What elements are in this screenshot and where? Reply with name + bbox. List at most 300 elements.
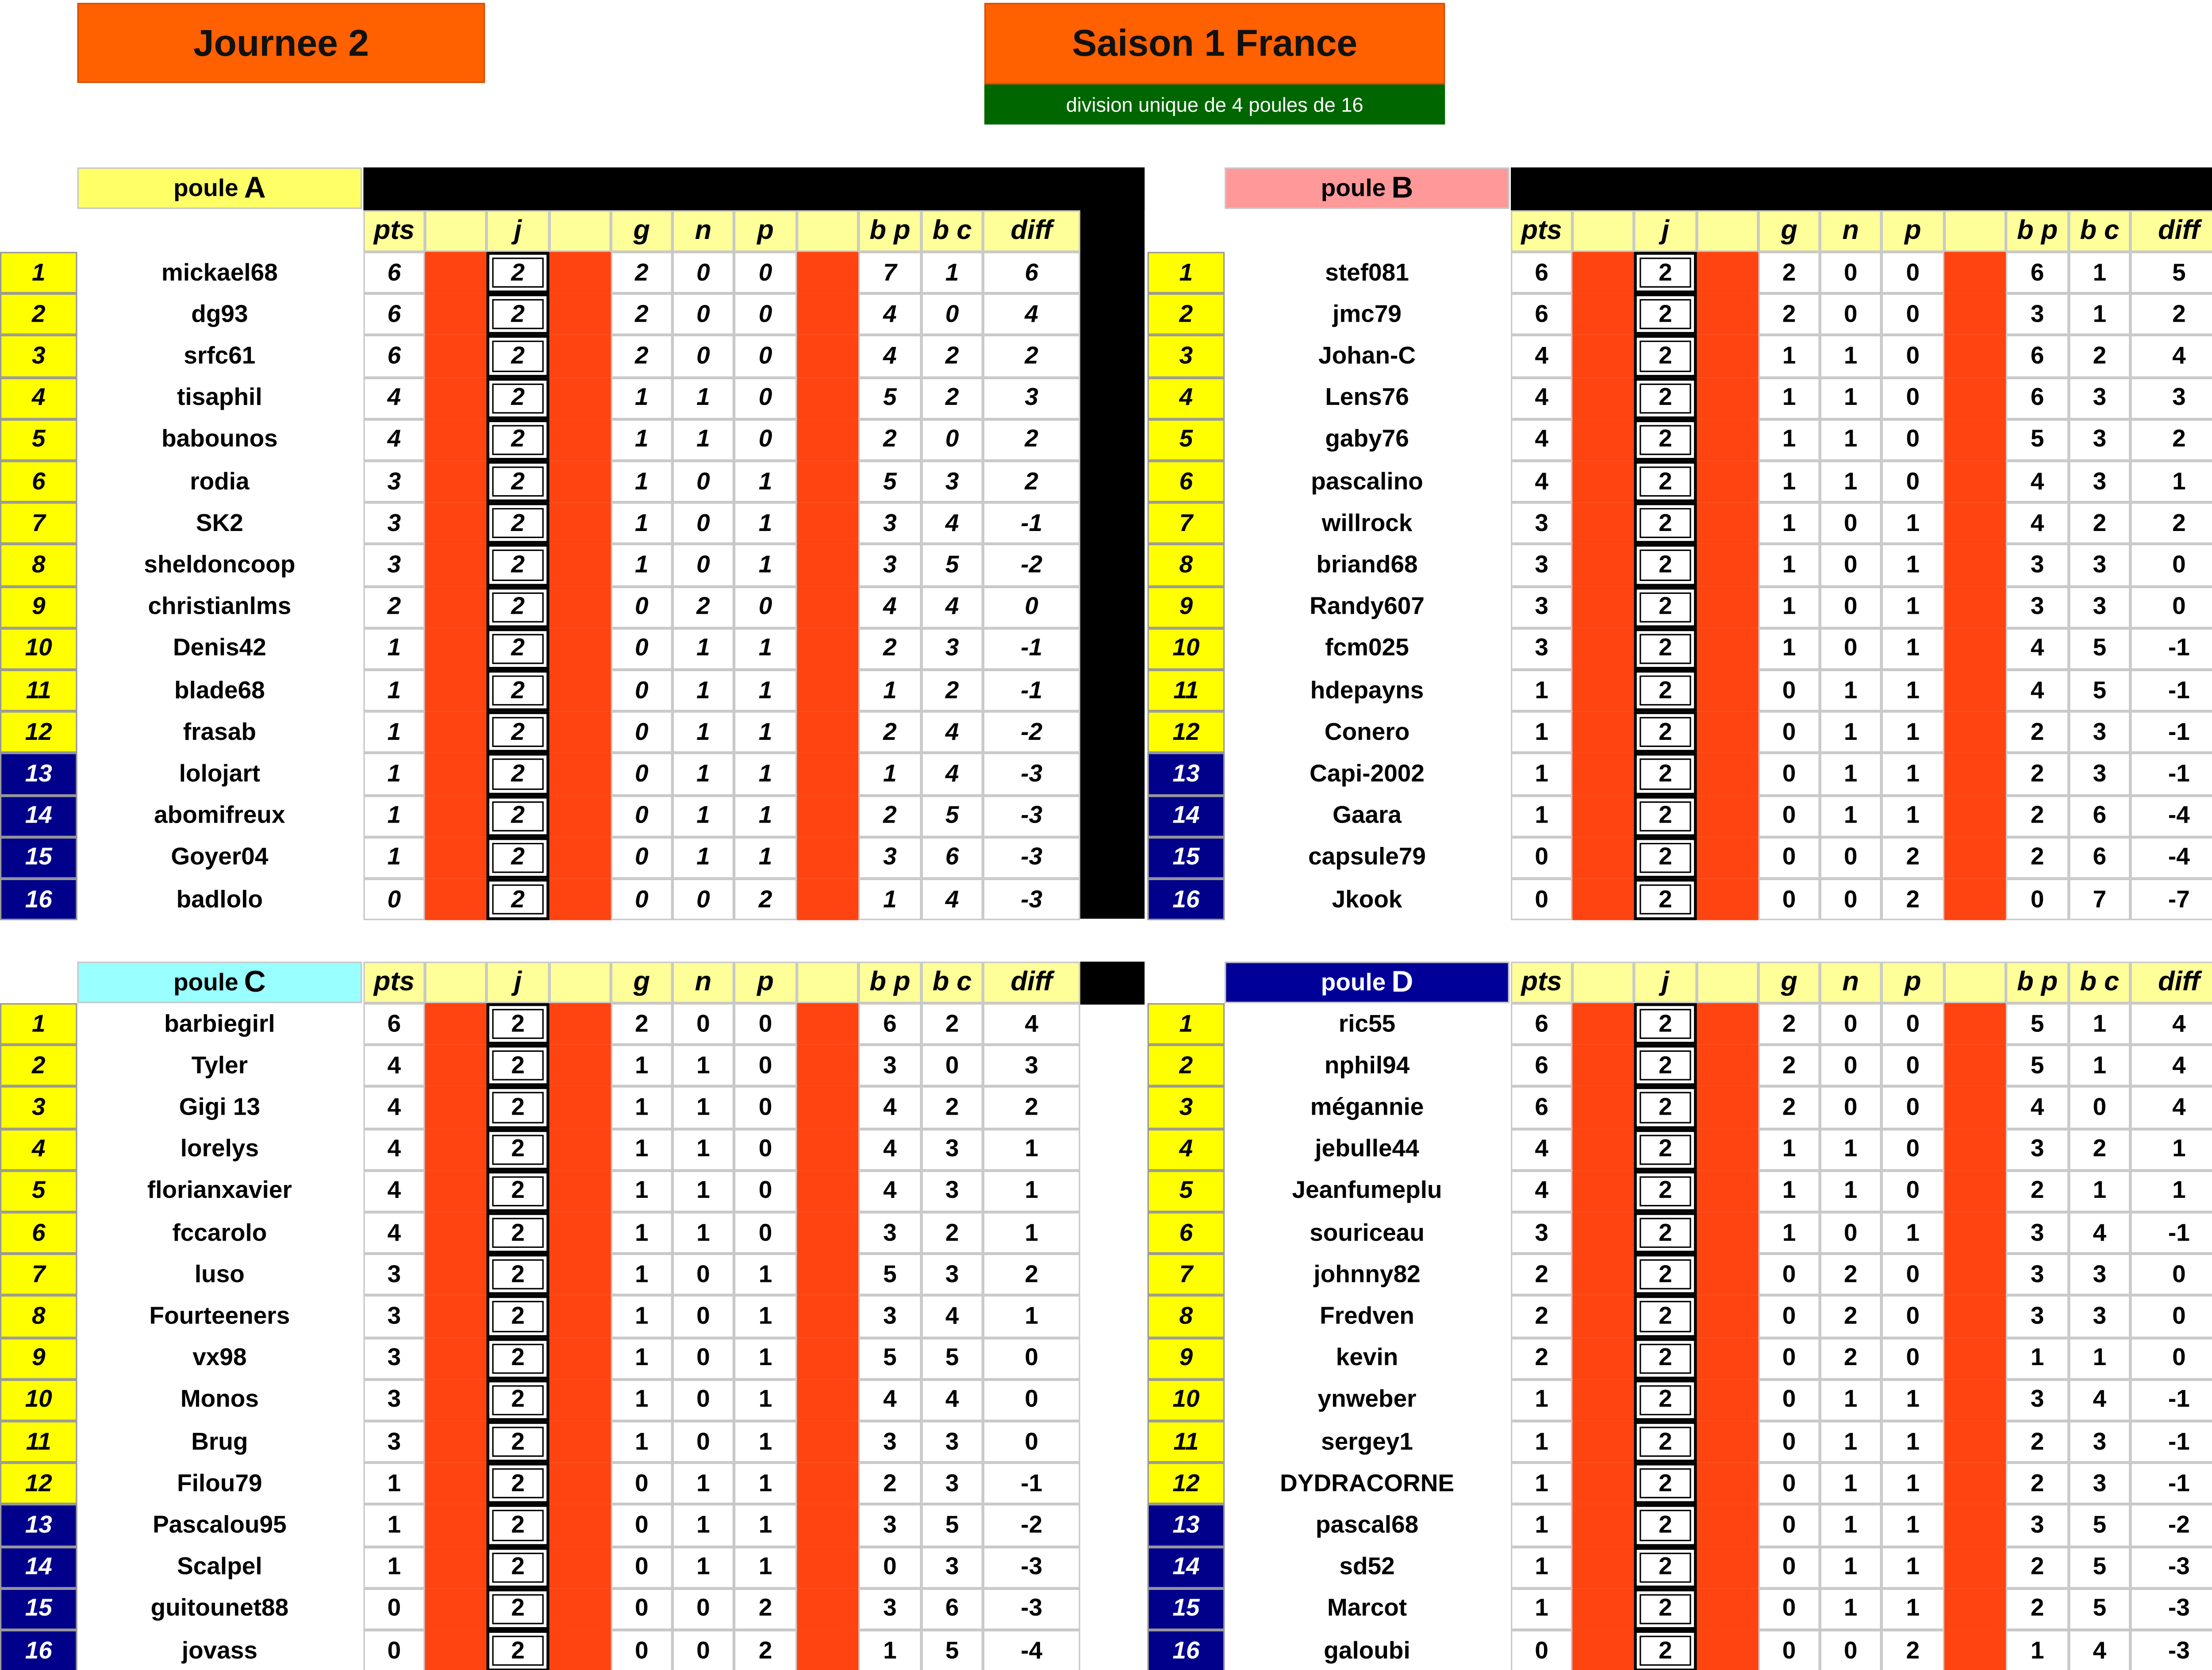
diff-cell: -3 (2130, 1588, 2212, 1630)
rank-cell: 9 (0, 586, 77, 628)
n-cell: 0 (672, 1254, 734, 1296)
p-cell: 0 (1882, 252, 1944, 293)
p-cell: 0 (734, 377, 797, 419)
p-cell: 1 (1882, 753, 1944, 795)
player-name: mégannie (1310, 1093, 1424, 1121)
pts-cell: 3 (1511, 503, 1572, 544)
bc-cell: 3 (2069, 753, 2130, 795)
orange-spacer (1944, 712, 2006, 753)
orange-spacer (1944, 335, 2006, 377)
j-cell: 2 (1634, 1505, 1697, 1546)
bc-cell: 4 (2069, 1630, 2130, 1670)
p-cell: 2 (1882, 837, 1944, 878)
pts-cell: 1 (363, 1463, 425, 1505)
diff-cell: -1 (2130, 1379, 2212, 1421)
orange-spacer (549, 1087, 611, 1128)
g-cell: 0 (611, 1547, 672, 1588)
j-cell: 2 (1634, 1254, 1697, 1296)
bp-cell: 3 (2006, 1505, 2069, 1546)
orange-spacer (1944, 670, 2006, 712)
diff-cell: 3 (2130, 377, 2212, 419)
p-cell: 0 (1882, 1003, 1944, 1045)
p-cell: 1 (1882, 1547, 1944, 1588)
n-cell: 1 (1820, 712, 1882, 753)
g-cell: 0 (611, 1630, 672, 1670)
bc-cell: 3 (2069, 712, 2130, 753)
orange-spacer (425, 377, 486, 419)
orange-spacer (1944, 1630, 2006, 1670)
orange-spacer (797, 1337, 858, 1379)
orange-spacer (1697, 1045, 1759, 1086)
g-cell: 1 (611, 1254, 672, 1296)
g-cell: 1 (1759, 1128, 1820, 1170)
n-cell: 0 (1820, 503, 1882, 544)
diff-cell: -2 (983, 544, 1080, 586)
diff-cell: 4 (2130, 335, 2212, 377)
orange-spacer (797, 461, 858, 502)
g-cell: 1 (1759, 461, 1820, 502)
j-cell: 2 (1634, 712, 1697, 753)
orange-spacer (1697, 503, 1759, 544)
orange-spacer (1572, 1045, 1634, 1086)
g-cell: 1 (1759, 1170, 1820, 1212)
black-separator (1080, 167, 1145, 919)
bp-cell: 1 (2006, 1337, 2069, 1379)
bc-cell: 3 (922, 1170, 983, 1212)
pts-cell: 0 (1511, 837, 1572, 878)
orange-spacer (549, 252, 611, 293)
j-cell: 2 (487, 712, 549, 753)
column-header-pts: pts (1511, 210, 1572, 252)
n-cell: 0 (1820, 544, 1882, 586)
bp-cell: 6 (2006, 335, 2069, 377)
orange-spacer (549, 335, 611, 377)
bc-cell: 4 (2069, 1212, 2130, 1254)
j-cell: 2 (1634, 1588, 1697, 1630)
orange-spacer (549, 837, 611, 878)
orange-spacer (1697, 1588, 1759, 1630)
bp-cell: 5 (858, 377, 921, 419)
orange-spacer (1697, 1379, 1759, 1421)
diff-cell: -2 (983, 712, 1080, 753)
pts-cell: 0 (363, 1630, 425, 1670)
orange-spacer (1944, 377, 2006, 419)
orange-spacer (1572, 879, 1634, 920)
black-header-bar (363, 167, 1144, 210)
poule-word: poule (1321, 968, 1386, 996)
orange-spacer (549, 1630, 611, 1670)
column-header-j: j (487, 210, 549, 252)
player-name: johnny82 (1313, 1260, 1421, 1288)
orange-spacer (425, 879, 486, 920)
orange-spacer (797, 1379, 858, 1421)
bc-cell: 3 (2069, 1463, 2130, 1505)
column-header-g: g (611, 210, 672, 252)
diff-cell: 2 (983, 461, 1080, 502)
player-name: Lens76 (1325, 384, 1409, 411)
g-cell: 1 (611, 1337, 672, 1379)
pts-cell: 1 (1511, 753, 1572, 795)
orange-spacer (1572, 1379, 1634, 1421)
bc-cell: 6 (2069, 795, 2130, 837)
player-name: florianxavier (147, 1177, 292, 1204)
bc-cell: 2 (2069, 1128, 2130, 1170)
orange-spacer (1572, 294, 1634, 335)
g-cell: 0 (1759, 837, 1820, 878)
p-cell: 0 (734, 1128, 797, 1170)
player-name: Marcot (1327, 1594, 1407, 1622)
bp-cell: 5 (858, 461, 921, 502)
diff-cell: 2 (983, 335, 1080, 377)
bp-cell: 5 (2006, 419, 2069, 461)
column-header-n: n (1820, 962, 1882, 1003)
diff-cell: 0 (2130, 1296, 2212, 1337)
diff-cell: 6 (983, 252, 1080, 293)
bp-cell: 6 (2006, 377, 2069, 419)
orange-spacer (549, 586, 611, 628)
pts-cell: 1 (363, 753, 425, 795)
rank-cell: 2 (1148, 1045, 1225, 1086)
n-cell: 1 (672, 1128, 734, 1170)
n-cell: 1 (672, 1087, 734, 1128)
rank-cell: 7 (1148, 503, 1225, 544)
j-cell: 2 (487, 461, 549, 502)
column-header-g: g (1759, 210, 1820, 252)
orange-spacer (1572, 1212, 1634, 1254)
column-header-spacer (549, 962, 611, 1003)
j-cell: 2 (487, 1128, 549, 1170)
p-cell: 2 (734, 1630, 797, 1670)
orange-spacer (1697, 1505, 1759, 1546)
orange-spacer (1697, 712, 1759, 753)
diff-cell: -3 (983, 795, 1080, 837)
player-name: Fredven (1320, 1302, 1415, 1330)
n-cell: 1 (1820, 795, 1882, 837)
diff-cell: 0 (983, 1421, 1080, 1462)
orange-spacer (549, 1212, 611, 1254)
j-cell: 2 (1634, 419, 1697, 461)
orange-spacer (1944, 544, 2006, 586)
bp-cell: 4 (858, 1087, 921, 1128)
n-cell: 1 (672, 419, 734, 461)
p-cell: 0 (1882, 377, 1944, 419)
player-name: Filou79 (177, 1469, 262, 1497)
orange-spacer (797, 1505, 858, 1546)
diff-cell: -1 (983, 670, 1080, 712)
rank-cell: 15 (1148, 837, 1225, 878)
bc-cell: 5 (922, 1630, 983, 1670)
p-cell: 1 (1882, 503, 1944, 544)
rank-cell: 3 (1148, 335, 1225, 377)
pts-cell: 1 (1511, 1421, 1572, 1462)
diff-cell: -3 (983, 753, 1080, 795)
rank-cell: 7 (0, 1254, 77, 1296)
poule-d-label (1225, 962, 1509, 1003)
orange-spacer (797, 837, 858, 878)
column-header-g: g (1759, 962, 1820, 1003)
pts-cell: 6 (1511, 294, 1572, 335)
orange-spacer (797, 252, 858, 293)
bp-cell: 3 (858, 1045, 921, 1086)
orange-spacer (797, 1421, 858, 1462)
column-header-spacer (1572, 962, 1634, 1003)
diff-cell: -4 (2130, 837, 2212, 878)
orange-spacer (797, 335, 858, 377)
rank-cell: 11 (0, 670, 77, 712)
rank-cell: 4 (0, 377, 77, 419)
orange-spacer (549, 1254, 611, 1296)
player-name: Monos (180, 1385, 259, 1413)
pts-cell: 1 (363, 1505, 425, 1546)
orange-spacer (425, 1630, 486, 1670)
orange-spacer (549, 1337, 611, 1379)
p-cell: 0 (1882, 335, 1944, 377)
g-cell: 0 (1759, 1421, 1820, 1462)
g-cell: 2 (1759, 1045, 1820, 1086)
orange-spacer (1572, 1630, 1634, 1670)
orange-spacer (797, 753, 858, 795)
orange-spacer (1697, 586, 1759, 628)
rank-cell: 15 (0, 1588, 77, 1630)
pts-cell: 3 (363, 1379, 425, 1421)
n-cell: 1 (1820, 1547, 1882, 1588)
orange-spacer (1944, 461, 2006, 502)
n-cell: 0 (672, 879, 734, 920)
n-cell: 1 (1820, 461, 1882, 502)
diff-cell: 1 (2130, 461, 2212, 502)
column-header-bc: b c (922, 210, 983, 252)
orange-spacer (1697, 1463, 1759, 1505)
pts-cell: 6 (363, 294, 425, 335)
g-cell: 0 (611, 879, 672, 920)
orange-spacer (1944, 1547, 2006, 1588)
diff-cell: 1 (983, 1212, 1080, 1254)
bc-cell: 1 (2069, 1003, 2130, 1045)
orange-spacer (1697, 335, 1759, 377)
rank-cell: 13 (0, 1505, 77, 1546)
rank-cell: 13 (0, 753, 77, 795)
bp-cell: 3 (2006, 294, 2069, 335)
bp-cell: 5 (2006, 1003, 2069, 1045)
g-cell: 0 (1759, 670, 1820, 712)
player-name: kevin (1336, 1344, 1398, 1371)
j-cell: 2 (487, 1254, 549, 1296)
bc-cell: 5 (2069, 670, 2130, 712)
j-cell: 2 (1634, 1547, 1697, 1588)
pts-cell: 3 (363, 1254, 425, 1296)
orange-spacer (1572, 628, 1634, 670)
diff-cell: -3 (2130, 1547, 2212, 1588)
player-name: DYDRACORNE (1280, 1469, 1455, 1497)
player-name: jebulle44 (1315, 1135, 1419, 1162)
orange-spacer (797, 1170, 858, 1212)
orange-spacer (425, 335, 486, 377)
rank-cell: 5 (1148, 419, 1225, 461)
g-cell: 0 (1759, 1337, 1820, 1379)
g-cell: 1 (611, 419, 672, 461)
orange-spacer (1697, 294, 1759, 335)
column-header-diff: diff (983, 210, 1080, 252)
orange-spacer (1944, 1421, 2006, 1462)
j-cell: 2 (1634, 503, 1697, 544)
g-cell: 1 (611, 461, 672, 502)
diff-cell: -2 (983, 1505, 1080, 1546)
pts-cell: 3 (1511, 628, 1572, 670)
orange-spacer (425, 1337, 486, 1379)
orange-spacer (425, 628, 486, 670)
diff-cell: 4 (2130, 1087, 2212, 1128)
n-cell: 0 (1820, 586, 1882, 628)
orange-spacer (797, 1630, 858, 1670)
j-cell: 2 (1634, 1421, 1697, 1462)
player-name: blade68 (174, 676, 265, 704)
bp-cell: 4 (858, 586, 921, 628)
orange-spacer (425, 294, 486, 335)
pts-cell: 2 (363, 586, 425, 628)
column-header-n: n (1820, 210, 1882, 252)
p-cell: 1 (734, 1296, 797, 1337)
column-header-pts: pts (363, 210, 425, 252)
orange-spacer (797, 1254, 858, 1296)
orange-spacer (425, 1588, 486, 1630)
poule-a-label (77, 167, 362, 209)
bc-cell: 4 (922, 503, 983, 544)
column-header-j: j (487, 962, 549, 1003)
diff-cell: -4 (983, 1630, 1080, 1670)
bp-cell: 3 (858, 837, 921, 878)
bc-cell: 3 (922, 1254, 983, 1296)
diff-cell: 0 (2130, 586, 2212, 628)
rank-cell: 2 (0, 294, 77, 335)
j-cell: 2 (487, 377, 549, 419)
orange-spacer (425, 1505, 486, 1546)
orange-spacer (797, 1003, 858, 1045)
orange-spacer (1572, 1087, 1634, 1128)
diff-cell: -1 (2130, 1463, 2212, 1505)
orange-spacer (797, 712, 858, 753)
diff-cell: 0 (2130, 1337, 2212, 1379)
j-cell: 2 (487, 1296, 549, 1337)
g-cell: 0 (611, 1505, 672, 1546)
pts-cell: 4 (363, 1212, 425, 1254)
bc-cell: 2 (922, 1212, 983, 1254)
orange-spacer (1944, 1379, 2006, 1421)
orange-spacer (549, 1296, 611, 1337)
j-cell: 2 (487, 1212, 549, 1254)
n-cell: 1 (672, 377, 734, 419)
orange-spacer (425, 1421, 486, 1462)
orange-spacer (1944, 1003, 2006, 1045)
column-header-spacer (1572, 210, 1634, 252)
pts-cell: 3 (1511, 1212, 1572, 1254)
rank-cell: 9 (1148, 1337, 1225, 1379)
pts-cell: 0 (363, 879, 425, 920)
j-cell: 2 (487, 628, 549, 670)
rank-cell: 12 (1148, 1463, 1225, 1505)
bp-cell: 2 (2006, 1421, 2069, 1462)
orange-spacer (549, 712, 611, 753)
n-cell: 0 (672, 294, 734, 335)
g-cell: 0 (611, 837, 672, 878)
player-name: Tyler (191, 1051, 248, 1079)
bc-cell: 0 (922, 419, 983, 461)
player-name: pascalino (1311, 467, 1423, 495)
j-cell: 2 (1634, 586, 1697, 628)
g-cell: 0 (611, 586, 672, 628)
bp-cell: 5 (2006, 1045, 2069, 1086)
column-header-diff: diff (983, 962, 1080, 1003)
g-cell: 2 (611, 252, 672, 293)
rank-cell: 6 (1148, 461, 1225, 502)
j-cell: 2 (1634, 1212, 1697, 1254)
pts-cell: 0 (1511, 879, 1572, 920)
bc-cell: 1 (2069, 1045, 2130, 1086)
rank-cell: 10 (0, 628, 77, 670)
column-header-spacer (1944, 210, 2006, 252)
orange-spacer (1572, 335, 1634, 377)
orange-spacer (1944, 503, 2006, 544)
orange-spacer (1572, 1170, 1634, 1212)
g-cell: 0 (1759, 712, 1820, 753)
p-cell: 2 (734, 879, 797, 920)
orange-spacer (1572, 461, 1634, 502)
diff-cell: 1 (2130, 1128, 2212, 1170)
diff-cell: -3 (2130, 1630, 2212, 1670)
rank-cell: 8 (0, 544, 77, 586)
n-cell: 0 (1820, 1087, 1882, 1128)
diff-cell: 3 (983, 1045, 1080, 1086)
bc-cell: 2 (922, 335, 983, 377)
j-cell: 2 (1634, 1463, 1697, 1505)
orange-spacer (797, 1463, 858, 1505)
n-cell: 1 (1820, 1379, 1882, 1421)
rank-cell: 11 (0, 1421, 77, 1462)
bc-cell: 4 (922, 586, 983, 628)
orange-spacer (1572, 670, 1634, 712)
n-cell: 0 (672, 1337, 734, 1379)
pts-cell: 4 (363, 1045, 425, 1086)
diff-cell: 4 (2130, 1003, 2212, 1045)
bc-cell: 6 (2069, 837, 2130, 878)
g-cell: 0 (1759, 879, 1820, 920)
orange-spacer (1572, 1254, 1634, 1296)
j-cell: 2 (487, 1505, 549, 1546)
p-cell: 1 (734, 628, 797, 670)
j-cell: 2 (1634, 1128, 1697, 1170)
bc-cell: 5 (2069, 1505, 2130, 1546)
column-header-bp: b p (858, 962, 921, 1003)
p-cell: 0 (1882, 461, 1944, 502)
column-header-spacer (797, 210, 858, 252)
n-cell: 1 (1820, 1128, 1882, 1170)
player-name: Pascalou95 (153, 1511, 287, 1539)
bc-cell: 3 (922, 1547, 983, 1588)
pts-cell: 4 (363, 377, 425, 419)
bc-cell: 3 (922, 1128, 983, 1170)
bc-cell: 3 (922, 461, 983, 502)
p-cell: 1 (734, 837, 797, 878)
n-cell: 2 (672, 586, 734, 628)
rank-cell: 12 (0, 1463, 77, 1505)
bc-cell: 5 (922, 544, 983, 586)
orange-spacer (1944, 1045, 2006, 1086)
rank-cell: 9 (0, 1337, 77, 1379)
bp-cell: 2 (2006, 712, 2069, 753)
j-cell: 2 (487, 294, 549, 335)
n-cell: 1 (672, 1045, 734, 1086)
pts-cell: 1 (363, 837, 425, 878)
bp-cell: 3 (858, 503, 921, 544)
